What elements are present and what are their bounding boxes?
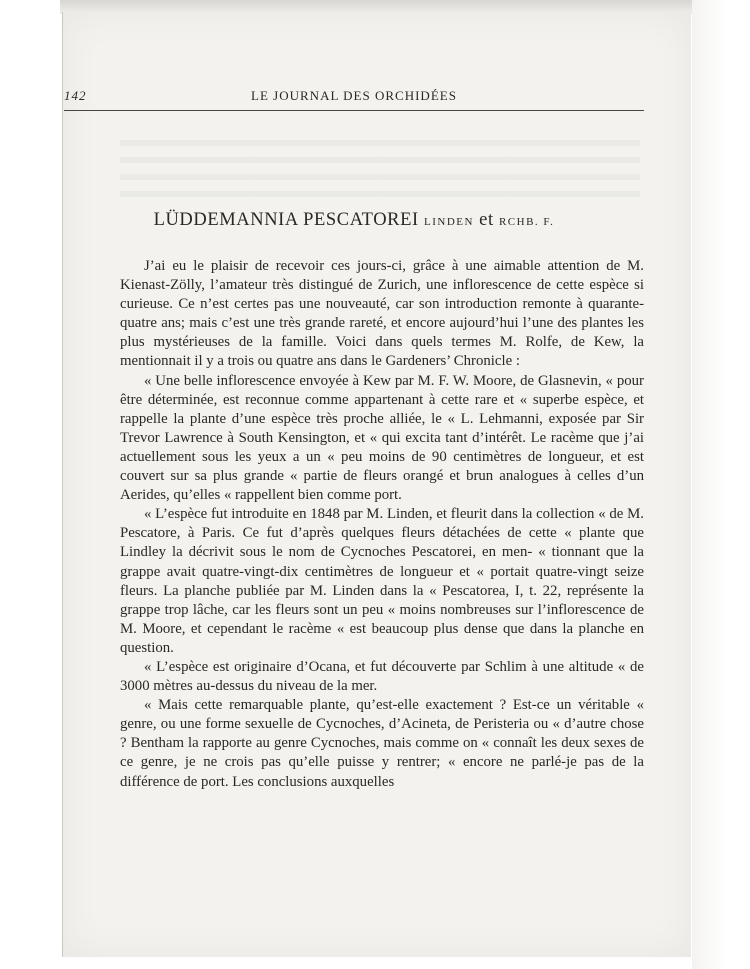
paragraph-intro: J’ai eu le plaisir de recevoir ces jours-ci, grâce à une aimable attention de M. Kienast-Zölly, l’amateur très distingué de Zurich, une inflorescence de cette espèce si curieuse. Ce n’est certes pas une nouveauté, car son introduction remonte à quarante-quatre ans; mais c’est une très grande rareté, et encore aujourd’hui l’une des plantes les plus mystérieuses de la famille. Voici dans quels termes M. Rolfe, de Kew, la mentionnait il y a trois ou quatre ans dans le Gardeners’ Chronicle : [120,258,644,370]
article-body [120,257,644,792]
title-et: et [479,210,494,230]
title-author-a: LINDEN [424,216,474,228]
title-main: LÜDDEMANNIA PESCATOREI [153,210,419,230]
page-number: 142 [64,88,87,103]
paragraph-quote-2: « L’espèce fut introduite en 1848 par M. Linden, et fleurit dans la collection « de M. Pescatore, à Paris. Ce fut d’après quelques fleurs détachées de cette « plante que Lindley la décrivit sous le nom de Cycnoches Pescatorei, en men- « tionnant que la grappe avait quatre-vingt-dix centimètres de longueur et « portait quatre-vingt seize fleurs. La planche publiée par M. Linden dans la « Pescatorea, I, t. 22, représente la grappe trop lâche, car les fleurs sont un peu « moins nombreuses sur l’inflorescence de M. Moore, et cependant le racème « est beaucoup plus dense que dans la planche en question. [120,506,644,656]
running-header [64,88,644,106]
paragraph-quote-1: « Une belle inflorescence envoyée à Kew par M. F. W. Moore, de Glasnevin, « pour être déterminée, est reconnue comme appartenant à cette rare et « superbe espèce, et rappelle la plante d’une espèce très proche alliée, le « L. Lehmanni, exposée par Sir Trevor Lawrence à South Kensington, et « qui excita tant d’intérêt. Le racème que j’ai actuellement sous les yeux a un « peu moins de 90 centimètres de longueur, et est couvert sur sa plus grande « partie de fleurs orangé et brun analogues à celles d’un Aerides, qu’elles « rappellent bien comme port. [120,372,644,504]
title-author-b: RCHB. F. [498,216,555,228]
bleed-through-shadow [120,140,640,200]
article-title [64,210,644,231]
header-rule [64,110,644,111]
paragraph-quote-4: « Mais cette remarquable plante, qu’est-elle exactement ? Est-ce un véritable « genre, ou une forme sexuelle de Cycnoches, d’Acineta, de Peristeria ou « d’autre chose ? Bentham la rapporte au genre Cycnoches, mais comme on « connaît les deux sexes de ce genre, je ne crois pas qu’elle puisse y rentrer; « encore ne parlé-je pas de la différence de port. Les conclusions auxquelles [120,697,644,790]
scan-margin-right [692,0,750,969]
paragraph-quote-3: « L’espèce est originaire d’Ocana, et fut découverte par Schlim à une altitude « de 3000 mètres au-dessus du niveau de la mer. [120,658,644,695]
journal-title: LE JOURNAL DES ORCHIDÉES [251,88,457,103]
